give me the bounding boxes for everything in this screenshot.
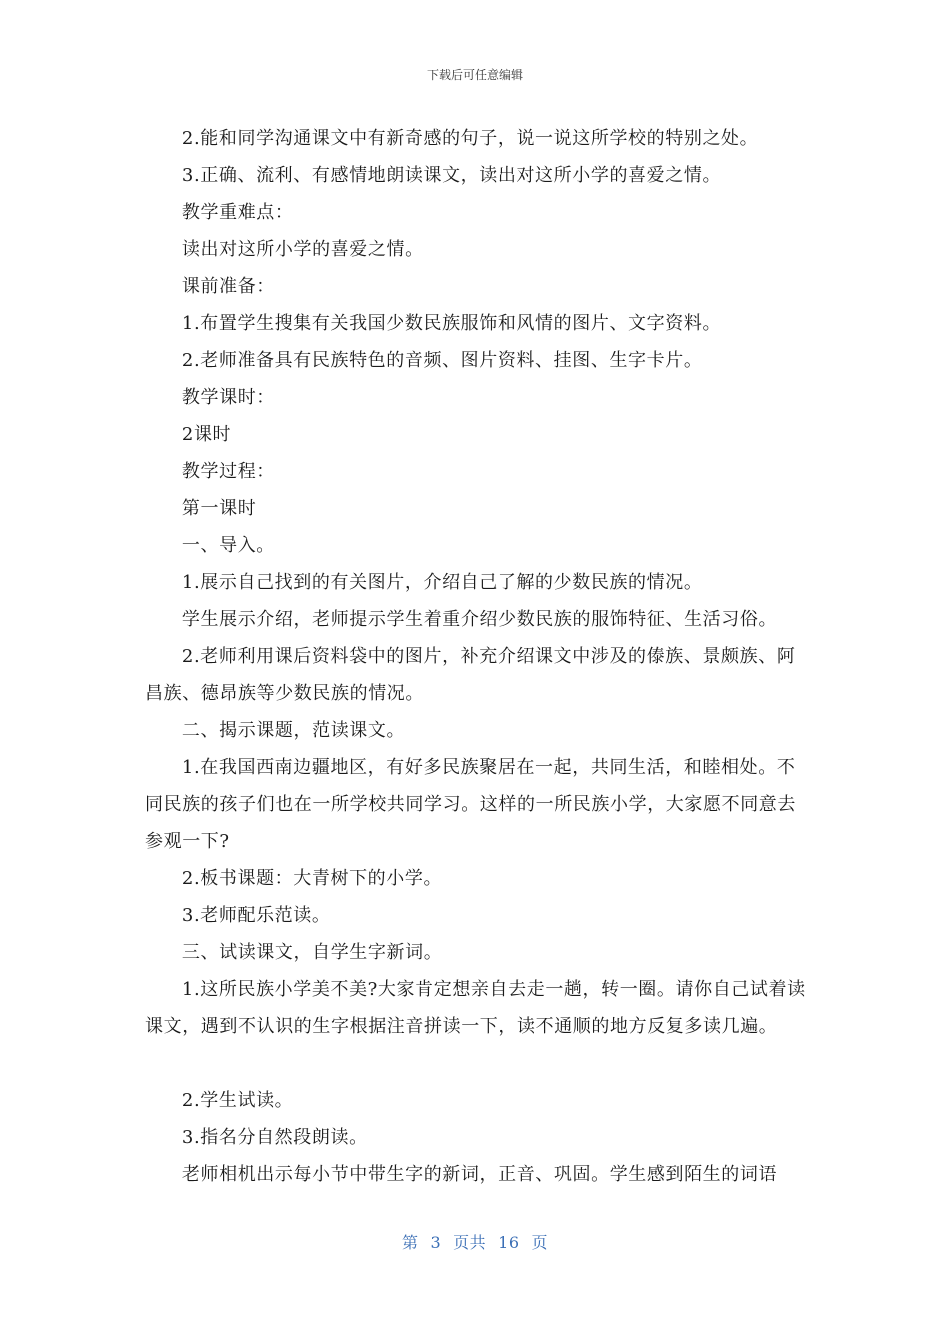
section-heading: 教学过程： — [181, 461, 275, 482]
section-heading: 二、揭示课题，范读课文。 — [181, 720, 406, 741]
paragraph: 2.学生试读。 — [181, 1090, 294, 1111]
section-heading: 一、导入。 — [181, 535, 275, 556]
paragraph: 老师相机出示每小节中带生字的新词，正音、巩固。学生感到陌生的词语 — [181, 1164, 778, 1185]
paragraph: 学生展示介绍，老师提示学生着重介绍少数民族的服饰特征、生活习俗。 — [181, 609, 778, 630]
footer-current-page: 3 — [430, 1233, 442, 1252]
paragraph: 3.指名分自然段朗读。 — [181, 1127, 368, 1148]
section-heading: 三、试读课文，自学生字新词。 — [181, 942, 443, 963]
paragraph: 1.展示自己找到的有关图片，介绍自己了解的少数民族的情况。 — [181, 572, 703, 593]
section-heading: 课前准备： — [181, 276, 275, 297]
footer-middle: 页共 — [453, 1233, 487, 1252]
footer-suffix: 页 — [531, 1233, 549, 1252]
page-header: 下载后可任意编辑 — [426, 68, 523, 82]
paragraph: 1.布置学生搜集有关我国少数民族服饰和风情的图片、文字资料。 — [181, 313, 722, 334]
footer-prefix: 第 — [401, 1233, 419, 1252]
paragraph: 读出对这所小学的喜爱之情。 — [181, 239, 424, 260]
paragraph: 2.老师利用课后资料袋中的图片，补充介绍课文中涉及的傣族、景颇族、阿昌族、德昂族等少数民族的情况。 — [145, 646, 796, 704]
section-heading: 教学重难点： — [181, 202, 294, 223]
paragraph: 2.能和同学沟通课文中有新奇感的句子，说一说这所学校的特别之处。 — [181, 128, 759, 149]
document-body — [145, 120, 810, 1193]
paragraph: 3.老师配乐范读。 — [181, 905, 331, 926]
paragraph: 2.老师准备具有民族特色的音频、图片资料、挂图、生字卡片。 — [181, 350, 703, 371]
paragraph: 1.这所民族小学美不美?大家肯定想亲自去走一趟，转一圈。请你自己试着读课文，遇到不认识的生字根据注音拼读一下，读不通顺的地方反复多读几遍。 — [145, 979, 806, 1037]
page-footer — [0, 1230, 950, 1253]
section-heading: 教学课时： — [181, 387, 275, 408]
footer-total-pages: 16 — [498, 1233, 520, 1252]
section-heading: 第一课时 — [181, 498, 257, 519]
paragraph: 3.正确、流利、有感情地朗读课文，读出对这所小学的喜爱之情。 — [181, 165, 722, 186]
paragraph: 2.板书课题：大青树下的小学。 — [181, 868, 443, 889]
paragraph: 2课时 — [181, 424, 232, 445]
paragraph: 1.在我国西南边疆地区，有好多民族聚居在一起，共同生活，和睦相处。不同民族的孩子们也在一所学校共同学习。这样的一所民族小学，大家愿不同意去参观一下? — [145, 757, 796, 852]
